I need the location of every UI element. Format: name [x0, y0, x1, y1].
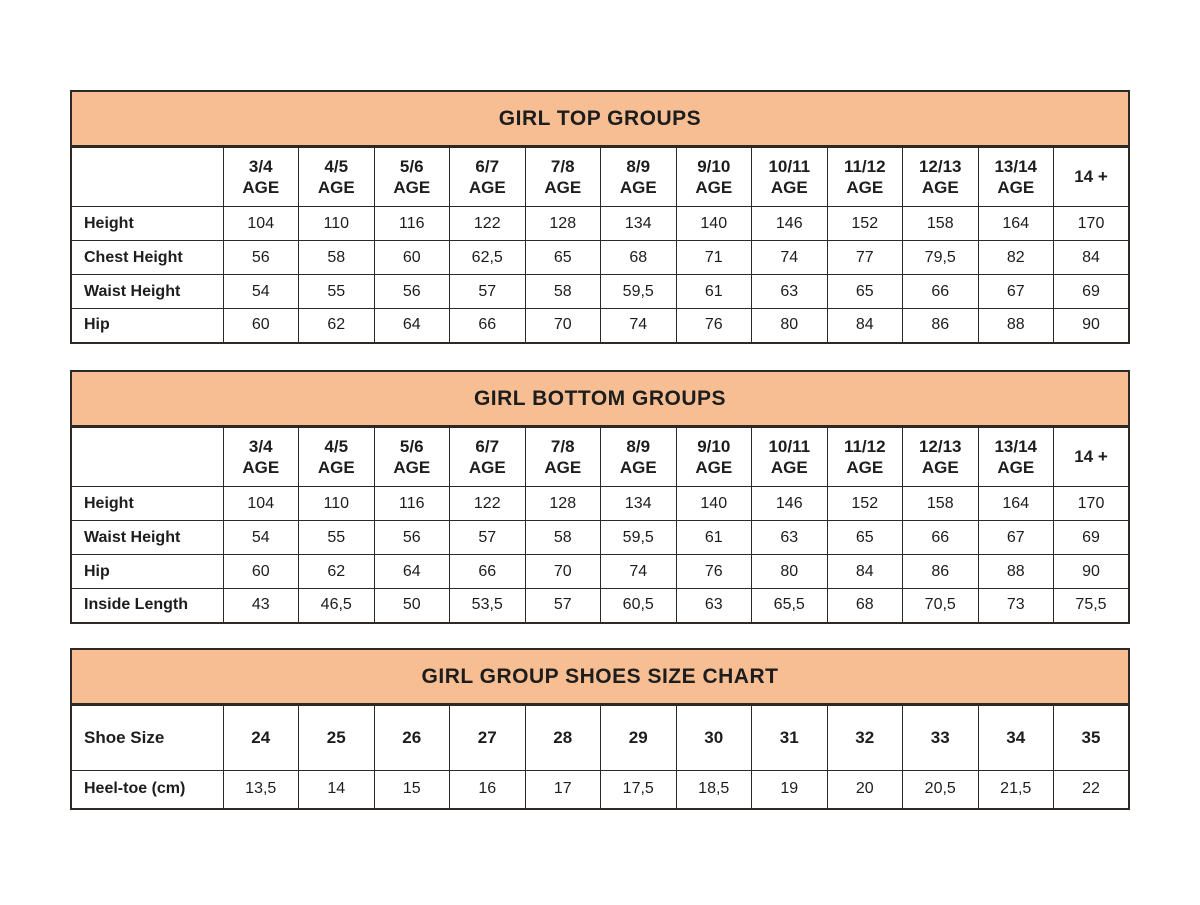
table-title: GIRL BOTTOM GROUPS	[70, 370, 1130, 427]
row-label: Heel-toe (cm)	[71, 771, 223, 809]
column-header: 6/7 AGE	[450, 428, 526, 487]
cell-value: 62	[299, 555, 375, 589]
table-title: GIRL GROUP SHOES SIZE CHART	[70, 648, 1130, 705]
cell-value: 22	[1054, 771, 1130, 809]
column-header: 3/4 AGE	[223, 148, 299, 207]
cell-value: 13,5	[223, 771, 299, 809]
cell-value: 57	[450, 521, 526, 555]
cell-value: 158	[903, 487, 979, 521]
column-header: 11/12 AGE	[827, 428, 903, 487]
column-header: 32	[827, 706, 903, 771]
column-header: 4/5 AGE	[299, 428, 375, 487]
cell-value: 84	[827, 309, 903, 343]
column-header: 13/14 AGE	[978, 148, 1054, 207]
cell-value: 60,5	[601, 589, 677, 623]
column-header: 10/11 AGE	[752, 428, 828, 487]
column-header-row	[71, 428, 1129, 487]
cell-value: 61	[676, 275, 752, 309]
cell-value: 70,5	[903, 589, 979, 623]
cell-value: 63	[676, 589, 752, 623]
table-row	[71, 275, 1129, 309]
column-header: 24	[223, 706, 299, 771]
column-header: 31	[752, 706, 828, 771]
cell-value: 17	[525, 771, 601, 809]
cell-value: 17,5	[601, 771, 677, 809]
cell-value: 76	[676, 555, 752, 589]
cell-value: 80	[752, 309, 828, 343]
table-row	[71, 309, 1129, 343]
girl-bottom-groups-grid	[70, 427, 1130, 624]
cell-value: 164	[978, 487, 1054, 521]
cell-value: 84	[1054, 241, 1130, 275]
cell-value: 164	[978, 207, 1054, 241]
cell-value: 152	[827, 487, 903, 521]
cell-value: 86	[903, 555, 979, 589]
column-header: 26	[374, 706, 450, 771]
cell-value: 59,5	[601, 521, 677, 555]
cell-value: 73	[978, 589, 1054, 623]
column-header: 11/12 AGE	[827, 148, 903, 207]
cell-value: 74	[601, 555, 677, 589]
cell-value: 58	[525, 275, 601, 309]
cell-value: 60	[223, 555, 299, 589]
row-label: Height	[71, 207, 223, 241]
row-label: Height	[71, 487, 223, 521]
cell-value: 56	[374, 521, 450, 555]
cell-value: 170	[1054, 487, 1130, 521]
empty-corner-cell	[71, 148, 223, 207]
cell-value: 76	[676, 309, 752, 343]
cell-value: 60	[374, 241, 450, 275]
cell-value: 20,5	[903, 771, 979, 809]
cell-value: 46,5	[299, 589, 375, 623]
cell-value: 68	[601, 241, 677, 275]
table-row	[71, 241, 1129, 275]
cell-value: 68	[827, 589, 903, 623]
cell-value: 66	[450, 309, 526, 343]
column-header: 3/4 AGE	[223, 428, 299, 487]
column-header: 33	[903, 706, 979, 771]
cell-value: 69	[1054, 275, 1130, 309]
cell-value: 84	[827, 555, 903, 589]
column-header: 5/6 AGE	[374, 148, 450, 207]
column-header: 13/14 AGE	[978, 428, 1054, 487]
column-header: 28	[525, 706, 601, 771]
column-header: 27	[450, 706, 526, 771]
table-row	[71, 771, 1129, 809]
cell-value: 104	[223, 487, 299, 521]
cell-value: 71	[676, 241, 752, 275]
cell-value: 74	[601, 309, 677, 343]
cell-value: 57	[525, 589, 601, 623]
cell-value: 110	[299, 487, 375, 521]
girl-shoes-size-table	[70, 648, 1130, 810]
table-row	[71, 207, 1129, 241]
cell-value: 65	[525, 241, 601, 275]
cell-value: 134	[601, 487, 677, 521]
cell-value: 61	[676, 521, 752, 555]
table-title: GIRL TOP GROUPS	[70, 90, 1130, 147]
cell-value: 63	[752, 275, 828, 309]
table-row	[71, 487, 1129, 521]
cell-value: 70	[525, 309, 601, 343]
cell-value: 134	[601, 207, 677, 241]
cell-value: 90	[1054, 309, 1130, 343]
cell-value: 82	[978, 241, 1054, 275]
table-row	[71, 521, 1129, 555]
cell-value: 64	[374, 309, 450, 343]
cell-value: 88	[978, 309, 1054, 343]
cell-value: 54	[223, 521, 299, 555]
cell-value: 56	[223, 241, 299, 275]
cell-value: 74	[752, 241, 828, 275]
column-header: 9/10 AGE	[676, 148, 752, 207]
cell-value: 67	[978, 275, 1054, 309]
cell-value: 54	[223, 275, 299, 309]
cell-value: 128	[525, 487, 601, 521]
cell-value: 63	[752, 521, 828, 555]
cell-value: 43	[223, 589, 299, 623]
cell-value: 16	[450, 771, 526, 809]
cell-value: 86	[903, 309, 979, 343]
cell-value: 66	[903, 275, 979, 309]
cell-value: 14	[299, 771, 375, 809]
cell-value: 21,5	[978, 771, 1054, 809]
cell-value: 62	[299, 309, 375, 343]
column-header: 6/7 AGE	[450, 148, 526, 207]
cell-value: 75,5	[1054, 589, 1130, 623]
cell-value: 146	[752, 207, 828, 241]
column-header: 4/5 AGE	[299, 148, 375, 207]
cell-value: 110	[299, 207, 375, 241]
column-header: 34	[978, 706, 1054, 771]
cell-value: 90	[1054, 555, 1130, 589]
row-label: Waist Height	[71, 521, 223, 555]
cell-value: 55	[299, 275, 375, 309]
cell-value: 152	[827, 207, 903, 241]
cell-value: 55	[299, 521, 375, 555]
cell-value: 59,5	[601, 275, 677, 309]
cell-value: 15	[374, 771, 450, 809]
cell-value: 79,5	[903, 241, 979, 275]
column-header: 14 +	[1054, 148, 1130, 207]
cell-value: 65,5	[752, 589, 828, 623]
column-header: 35	[1054, 706, 1130, 771]
cell-value: 116	[374, 207, 450, 241]
cell-value: 122	[450, 207, 526, 241]
cell-value: 146	[752, 487, 828, 521]
column-header: 8/9 AGE	[601, 148, 677, 207]
cell-value: 170	[1054, 207, 1130, 241]
column-header: 7/8 AGE	[525, 148, 601, 207]
girl-top-groups-table	[70, 90, 1130, 344]
cell-value: 58	[299, 241, 375, 275]
cell-value: 62,5	[450, 241, 526, 275]
cell-value: 64	[374, 555, 450, 589]
column-header: 14 +	[1054, 428, 1130, 487]
girl-top-groups-grid	[70, 147, 1130, 344]
cell-value: 77	[827, 241, 903, 275]
cell-value: 128	[525, 207, 601, 241]
cell-value: 60	[223, 309, 299, 343]
table-row	[71, 555, 1129, 589]
table-row	[71, 589, 1129, 623]
column-header: 5/6 AGE	[374, 428, 450, 487]
column-header: 8/9 AGE	[601, 428, 677, 487]
column-header: 12/13 AGE	[903, 148, 979, 207]
column-header: 10/11 AGE	[752, 148, 828, 207]
cell-value: 50	[374, 589, 450, 623]
cell-value: 19	[752, 771, 828, 809]
cell-value: 56	[374, 275, 450, 309]
column-header-row	[71, 706, 1129, 771]
cell-value: 140	[676, 487, 752, 521]
row-label: Waist Height	[71, 275, 223, 309]
cell-value: 65	[827, 275, 903, 309]
cell-value: 88	[978, 555, 1054, 589]
cell-value: 116	[374, 487, 450, 521]
cell-value: 69	[1054, 521, 1130, 555]
column-header-row	[71, 148, 1129, 207]
cell-value: 140	[676, 207, 752, 241]
cell-value: 57	[450, 275, 526, 309]
column-header: 29	[601, 706, 677, 771]
column-header: 12/13 AGE	[903, 428, 979, 487]
row-label: Hip	[71, 555, 223, 589]
cell-value: 158	[903, 207, 979, 241]
header-label-cell: Shoe Size	[71, 706, 223, 771]
column-header: 25	[299, 706, 375, 771]
cell-value: 65	[827, 521, 903, 555]
cell-value: 20	[827, 771, 903, 809]
cell-value: 70	[525, 555, 601, 589]
column-header: 9/10 AGE	[676, 428, 752, 487]
row-label: Inside Length	[71, 589, 223, 623]
cell-value: 18,5	[676, 771, 752, 809]
girl-bottom-groups-table	[70, 370, 1130, 624]
column-header: 30	[676, 706, 752, 771]
row-label: Chest Height	[71, 241, 223, 275]
cell-value: 122	[450, 487, 526, 521]
girl-shoes-size-grid	[70, 705, 1130, 810]
empty-corner-cell	[71, 428, 223, 487]
cell-value: 67	[978, 521, 1054, 555]
cell-value: 58	[525, 521, 601, 555]
cell-value: 53,5	[450, 589, 526, 623]
cell-value: 66	[450, 555, 526, 589]
column-header: 7/8 AGE	[525, 428, 601, 487]
cell-value: 66	[903, 521, 979, 555]
cell-value: 104	[223, 207, 299, 241]
row-label: Hip	[71, 309, 223, 343]
cell-value: 80	[752, 555, 828, 589]
